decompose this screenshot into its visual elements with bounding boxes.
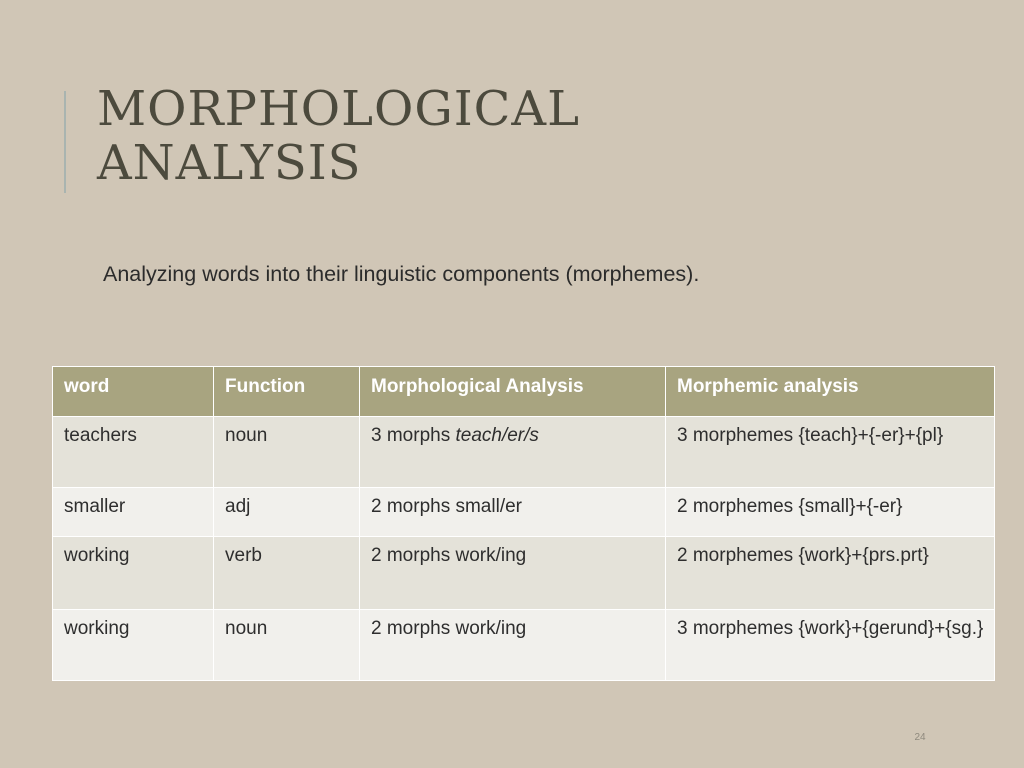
morphology-table-container xyxy=(52,366,994,681)
cell-morphemic-analysis: 2 morphemes {work}+{prs.prt} xyxy=(666,537,995,610)
cell-function: noun xyxy=(214,417,360,488)
cell-word: teachers xyxy=(53,417,214,488)
morph-breakdown-italic: teach/er/s xyxy=(455,425,539,446)
cell-word: smaller xyxy=(53,488,214,537)
cell-function: verb xyxy=(214,537,360,610)
morph-count-text: 2 morphs small/er xyxy=(371,496,522,517)
header-morphemic-analysis: Morphemic analysis xyxy=(666,367,995,417)
morph-count-text: 2 morphs work/ing xyxy=(371,545,527,566)
cell-function: noun xyxy=(214,610,360,681)
slide-title-line-2: ANALYSIS xyxy=(97,135,362,191)
cell-morphemic-analysis: 2 morphemes {small}+{-er} xyxy=(666,488,995,537)
cell-word: working xyxy=(53,610,214,681)
header-word: word xyxy=(53,367,214,417)
slide-title-line-1: MORPHOLOGICAL xyxy=(97,81,580,137)
table-row xyxy=(53,417,995,488)
table-row xyxy=(53,488,995,537)
cell-morphological-analysis xyxy=(360,537,666,610)
cell-morphological-analysis xyxy=(360,610,666,681)
header-morphological-analysis: Morphological Analysis xyxy=(360,367,666,417)
table-header-row xyxy=(53,367,995,417)
slide-title xyxy=(97,82,917,190)
cell-function: adj xyxy=(214,488,360,537)
page-number: 24 xyxy=(914,732,926,743)
morphology-table xyxy=(52,366,995,681)
cell-morphemic-analysis: 3 morphemes {teach}+{-er}+{pl} xyxy=(666,417,995,488)
cell-morphemic-analysis: 3 morphemes {work}+{gerund}+{sg.} xyxy=(666,610,995,681)
slide-subtitle: Analyzing words into their linguistic components (morphemes). xyxy=(103,262,700,286)
morph-count-text: 3 morphs xyxy=(371,425,456,446)
morph-count-text: 2 morphs work/ing xyxy=(371,618,527,639)
cell-morphological-analysis xyxy=(360,417,666,488)
table-row xyxy=(53,537,995,610)
cell-word: working xyxy=(53,537,214,610)
header-function: Function xyxy=(214,367,360,417)
table-row xyxy=(53,610,995,681)
title-accent-rule xyxy=(64,91,66,193)
cell-morphological-analysis xyxy=(360,488,666,537)
